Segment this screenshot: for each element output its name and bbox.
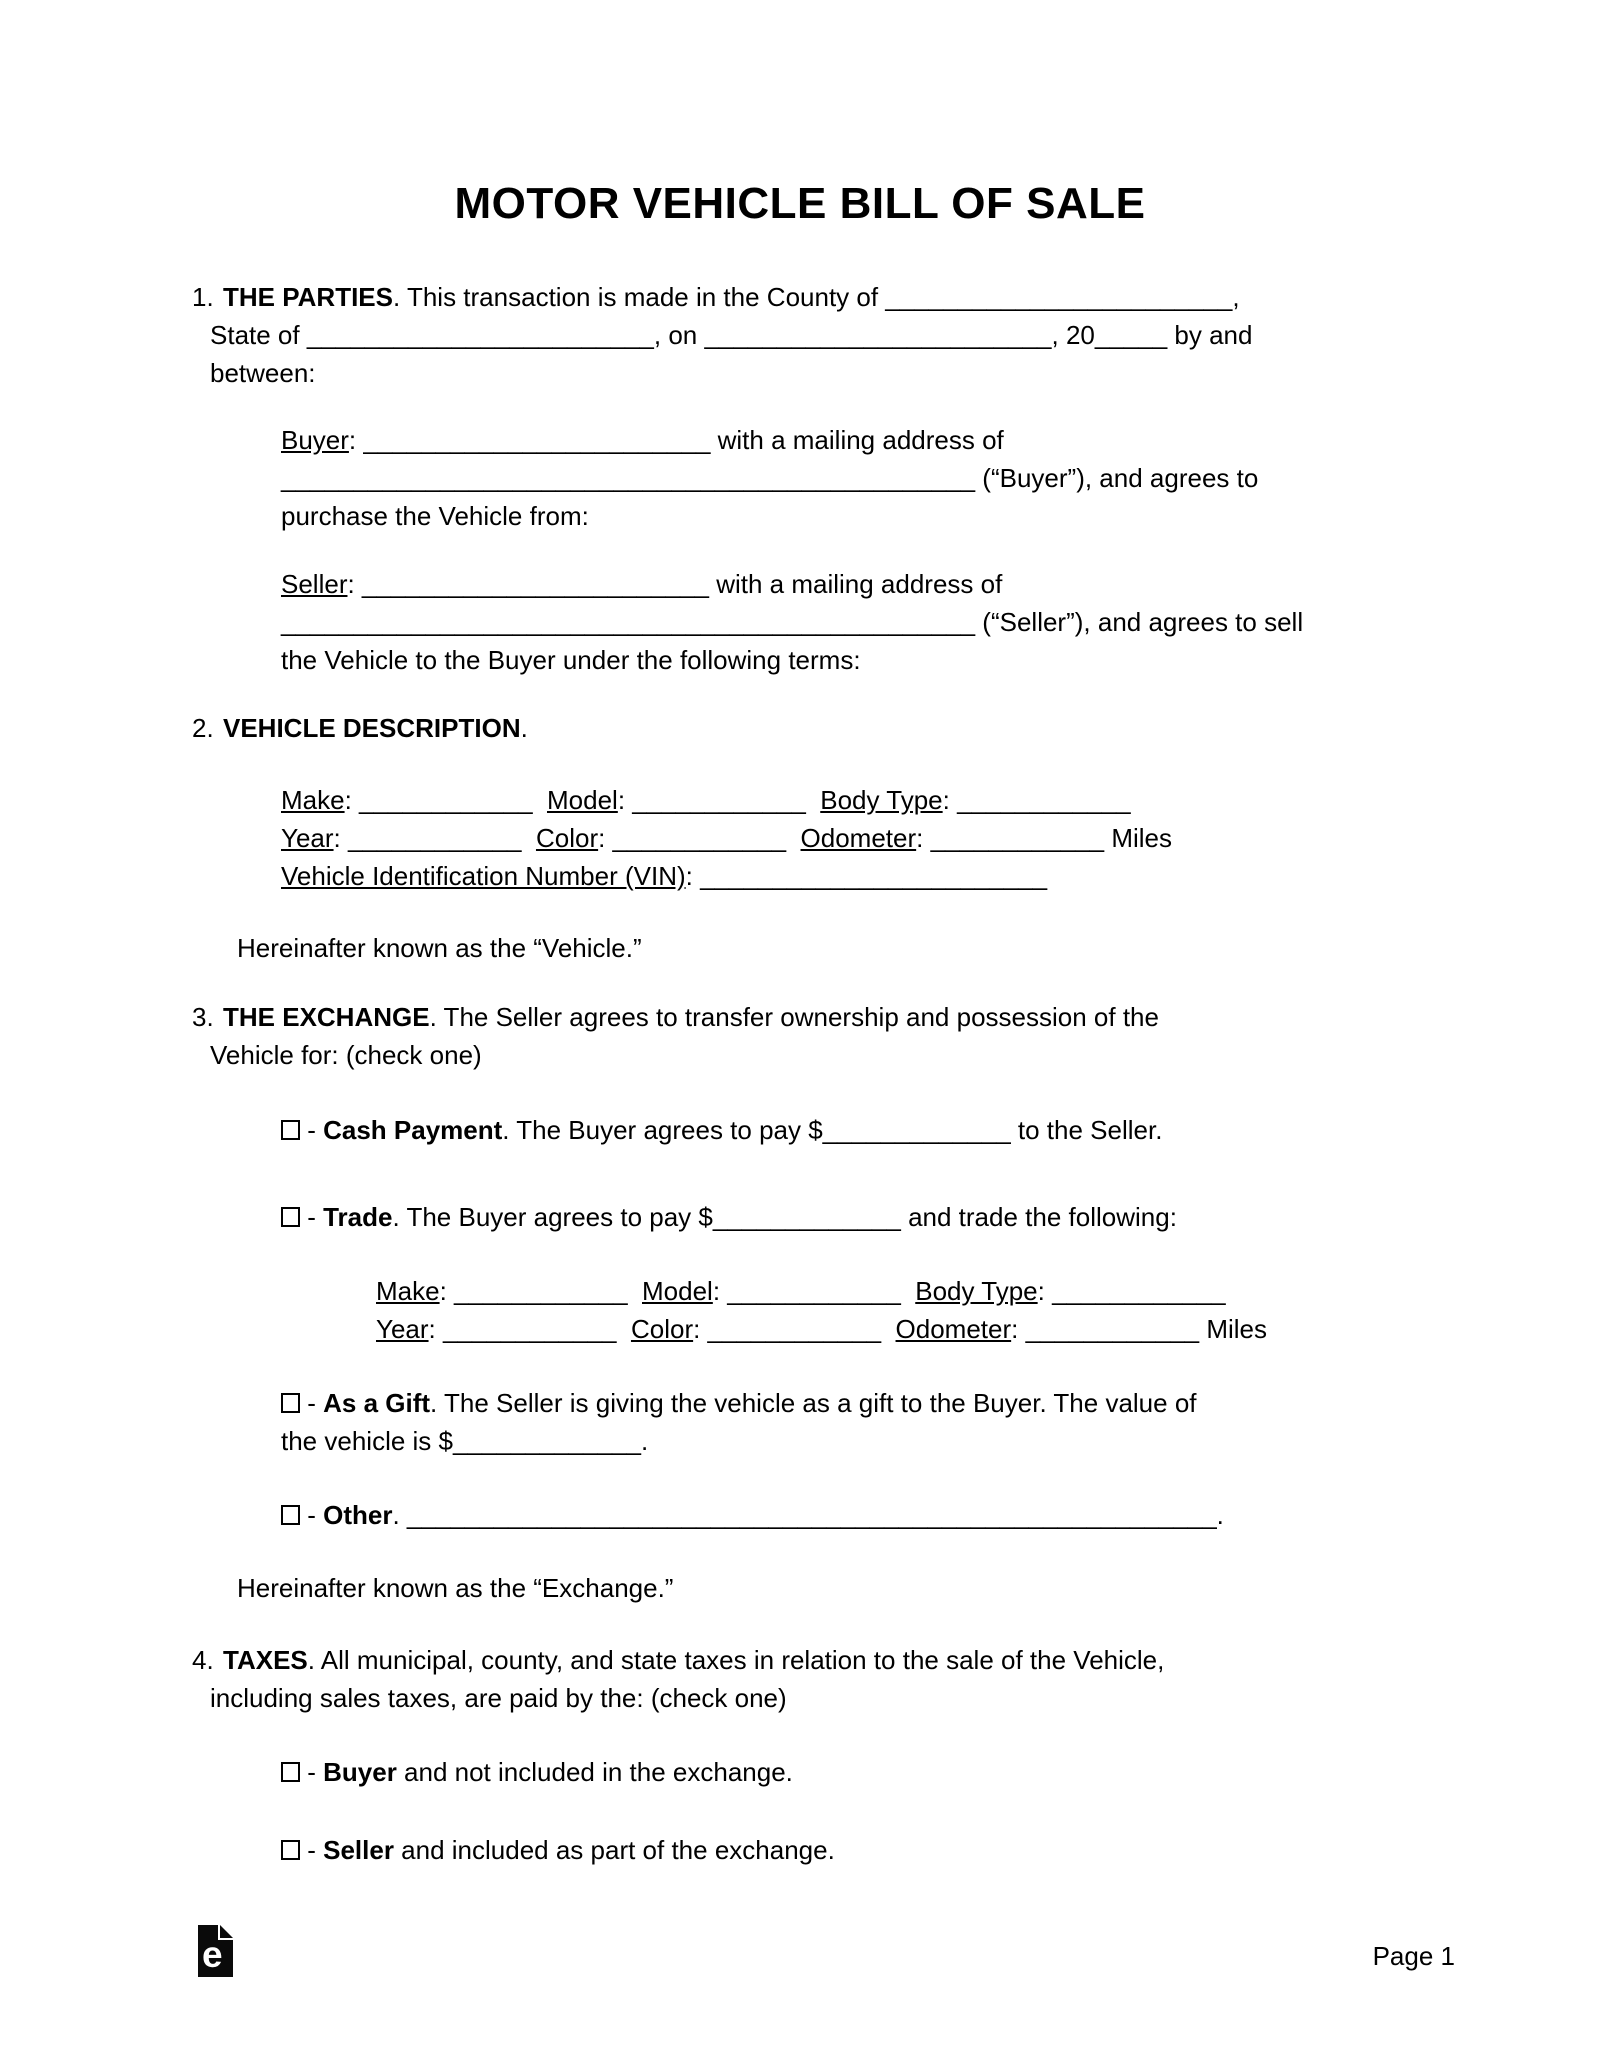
section-taxes <box>192 1641 1165 1717</box>
parties-line-2 <box>210 316 1252 354</box>
seller-line-2 <box>281 603 1303 641</box>
odometer-label: Odometer <box>800 823 917 853</box>
buyer-line-3 <box>281 497 1258 535</box>
trade-year-label: Year <box>376 1314 429 1344</box>
vehicle-row-1 <box>281 781 1172 819</box>
buyer-line-2 <box>281 459 1258 497</box>
section-vehicle-number: 2. <box>192 713 214 743</box>
cash-checkbox[interactable] <box>281 1120 300 1140</box>
cash-label: Cash Payment <box>323 1115 503 1145</box>
trade-model-label: Model <box>642 1276 713 1306</box>
section-exchange-number: 3. <box>192 1002 214 1032</box>
tax-buyer-line <box>281 1753 793 1791</box>
odometer-blank: : ____________ <box>916 823 1112 853</box>
section-parties-number: 1. <box>192 282 214 312</box>
eforms-logo-letter: e <box>202 1934 223 1975</box>
cash-line <box>281 1111 1162 1149</box>
section-vehicle-description <box>192 709 528 747</box>
trade-year-blank: : ____________ <box>428 1314 631 1344</box>
parties-text-1: . This transaction is made in the County of ________________________, <box>392 282 1240 312</box>
hereinafter-vehicle-text: Hereinafter known as the “Vehicle.” <box>237 933 642 963</box>
option-gift <box>281 1384 1197 1460</box>
vehicle-fields <box>281 781 1172 895</box>
color-blank: : ____________ <box>598 823 801 853</box>
seller-paragraph <box>281 565 1303 679</box>
buyer-label: Buyer <box>281 425 349 455</box>
trade-body-type-blank: : ____________ <box>1037 1276 1226 1306</box>
section-taxes-heading: TAXES <box>223 1645 308 1675</box>
parties-line-1 <box>210 278 1252 316</box>
cash-text: . The Buyer agrees to pay $_____________ to the Seller. <box>502 1115 1163 1145</box>
body-type-label: Body Type <box>820 785 943 815</box>
hereinafter-vehicle <box>237 929 642 967</box>
model-blank: : ____________ <box>617 785 821 815</box>
other-line <box>281 1496 1224 1534</box>
taxes-text-1: . All municipal, county, and state taxes in relation to the sale of the Vehicle, <box>307 1645 1165 1675</box>
taxes-line-2 <box>210 1679 1164 1717</box>
option-cash-payment <box>281 1111 1162 1149</box>
section-parties-heading: THE PARTIES <box>223 282 393 312</box>
tax-seller-dash: - <box>300 1835 324 1865</box>
cash-dash: - <box>300 1115 324 1145</box>
parties-text-2: State of ________________________, on ________________________, 20_____ by and <box>210 320 1253 350</box>
vin-label: Vehicle Identification Number (VIN) <box>281 861 686 891</box>
other-label: Other <box>323 1500 393 1530</box>
hereinafter-exchange-text: Hereinafter known as the “Exchange.” <box>237 1573 674 1603</box>
section-exchange-heading: THE EXCHANGE <box>223 1002 430 1032</box>
make-label: Make <box>281 785 345 815</box>
seller-text-3: the Vehicle to the Buyer under the following terms: <box>281 645 861 675</box>
gift-text-1: . The Seller is giving the vehicle as a gift to the Buyer. The value of <box>430 1388 1197 1418</box>
trade-line <box>281 1198 1177 1236</box>
trade-dash: - <box>300 1202 324 1232</box>
vehicle-row-2 <box>281 819 1172 857</box>
other-dash: - <box>300 1500 324 1530</box>
trade-row-2 <box>376 1310 1267 1348</box>
gift-dash: - <box>300 1388 324 1418</box>
hereinafter-exchange <box>237 1569 673 1607</box>
page-number: Page 1 <box>1372 1941 1455 1971</box>
buyer-text-3: purchase the Vehicle from: <box>281 501 589 531</box>
model-label: Model <box>547 785 618 815</box>
color-label: Color <box>535 823 599 853</box>
section-taxes-number: 4. <box>192 1645 214 1675</box>
buyer-text-2: ________________________________________________ (“Buyer”), and agrees to <box>281 463 1259 493</box>
trade-color-label: Color <box>630 1314 694 1344</box>
trade-row-1 <box>376 1272 1267 1310</box>
option-other <box>281 1496 1224 1534</box>
gift-line-2 <box>281 1422 1197 1460</box>
trade-model-blank: : ____________ <box>712 1276 916 1306</box>
gift-text-2: the vehicle is $_____________. <box>281 1426 649 1456</box>
trade-odometer-label: Odometer <box>895 1314 1012 1344</box>
eforms-logo <box>198 1925 233 1977</box>
miles-label: Miles <box>1111 823 1173 853</box>
section-parties <box>192 278 1253 392</box>
trade-vehicle-fields <box>376 1272 1267 1348</box>
vehicle-row-3 <box>281 857 1172 895</box>
trade-body-type-label: Body Type <box>915 1276 1038 1306</box>
trade-color-blank: : ____________ <box>693 1314 896 1344</box>
seller-text-2: ________________________________________________ (“Seller”), and agrees to sell <box>281 607 1304 637</box>
seller-text-1: : ________________________ with a mailing address of <box>347 569 1003 599</box>
year-blank: : ____________ <box>333 823 536 853</box>
trade-miles-label: Miles <box>1206 1314 1268 1344</box>
year-label: Year <box>281 823 334 853</box>
option-trade <box>281 1198 1177 1236</box>
other-checkbox[interactable] <box>281 1505 300 1525</box>
tax-seller-label: Seller <box>323 1835 394 1865</box>
parties-text-3: between: <box>210 358 316 388</box>
trade-make-label: Make <box>376 1276 440 1306</box>
option-tax-buyer <box>281 1753 793 1791</box>
vin-blank: : ________________________ <box>685 861 1048 891</box>
gift-checkbox[interactable] <box>281 1393 300 1413</box>
exchange-line-1 <box>210 998 1159 1036</box>
tax-seller-line <box>281 1831 835 1869</box>
tax-buyer-checkbox[interactable] <box>281 1762 300 1782</box>
document-title: MOTOR VEHICLE BILL OF SALE <box>454 179 1146 228</box>
exchange-text-1: . The Seller agrees to transfer ownership and possession of the <box>429 1002 1159 1032</box>
trade-odometer-blank: : ____________ <box>1011 1314 1207 1344</box>
tax-buyer-dash: - <box>300 1757 324 1787</box>
exchange-line-2 <box>210 1036 1159 1074</box>
section-vehicle-heading: VEHICLE DESCRIPTION <box>223 713 521 743</box>
seller-label: Seller <box>281 569 348 599</box>
make-blank: : ____________ <box>344 785 547 815</box>
trade-label: Trade <box>323 1202 393 1232</box>
trade-make-blank: : ____________ <box>439 1276 642 1306</box>
taxes-line-1 <box>210 1641 1164 1679</box>
vehicle-heading-line <box>210 709 528 747</box>
tax-seller-text: and included as part of the exchange. <box>393 1835 835 1865</box>
body-type-blank: : ____________ <box>942 785 1131 815</box>
other-text: . ________________________________________________________. <box>392 1500 1224 1530</box>
gift-label: As a Gift <box>323 1388 431 1418</box>
parties-line-3 <box>210 354 1252 392</box>
exchange-text-2: Vehicle for: (check one) <box>210 1040 482 1070</box>
section-exchange <box>192 998 1159 1074</box>
buyer-line-1 <box>281 421 1258 459</box>
buyer-text-1: : ________________________ with a mailing address of <box>348 425 1004 455</box>
trade-text: . The Buyer agrees to pay $_____________ and trade the following: <box>392 1202 1177 1232</box>
tax-buyer-text: and not included in the exchange. <box>396 1757 793 1787</box>
taxes-text-2: including sales taxes, are paid by the: (check one) <box>210 1683 787 1713</box>
vehicle-heading-period: . <box>520 713 528 743</box>
tax-seller-checkbox[interactable] <box>281 1840 300 1860</box>
gift-line-1 <box>281 1384 1197 1422</box>
tax-buyer-label: Buyer <box>323 1757 397 1787</box>
seller-line-1 <box>281 565 1303 603</box>
hereinafter-vehicle-line <box>237 929 642 967</box>
hereinafter-exchange-line <box>237 1569 673 1607</box>
option-tax-seller <box>281 1831 835 1869</box>
buyer-paragraph <box>281 421 1258 535</box>
trade-checkbox[interactable] <box>281 1207 300 1227</box>
seller-line-3 <box>281 641 1303 679</box>
